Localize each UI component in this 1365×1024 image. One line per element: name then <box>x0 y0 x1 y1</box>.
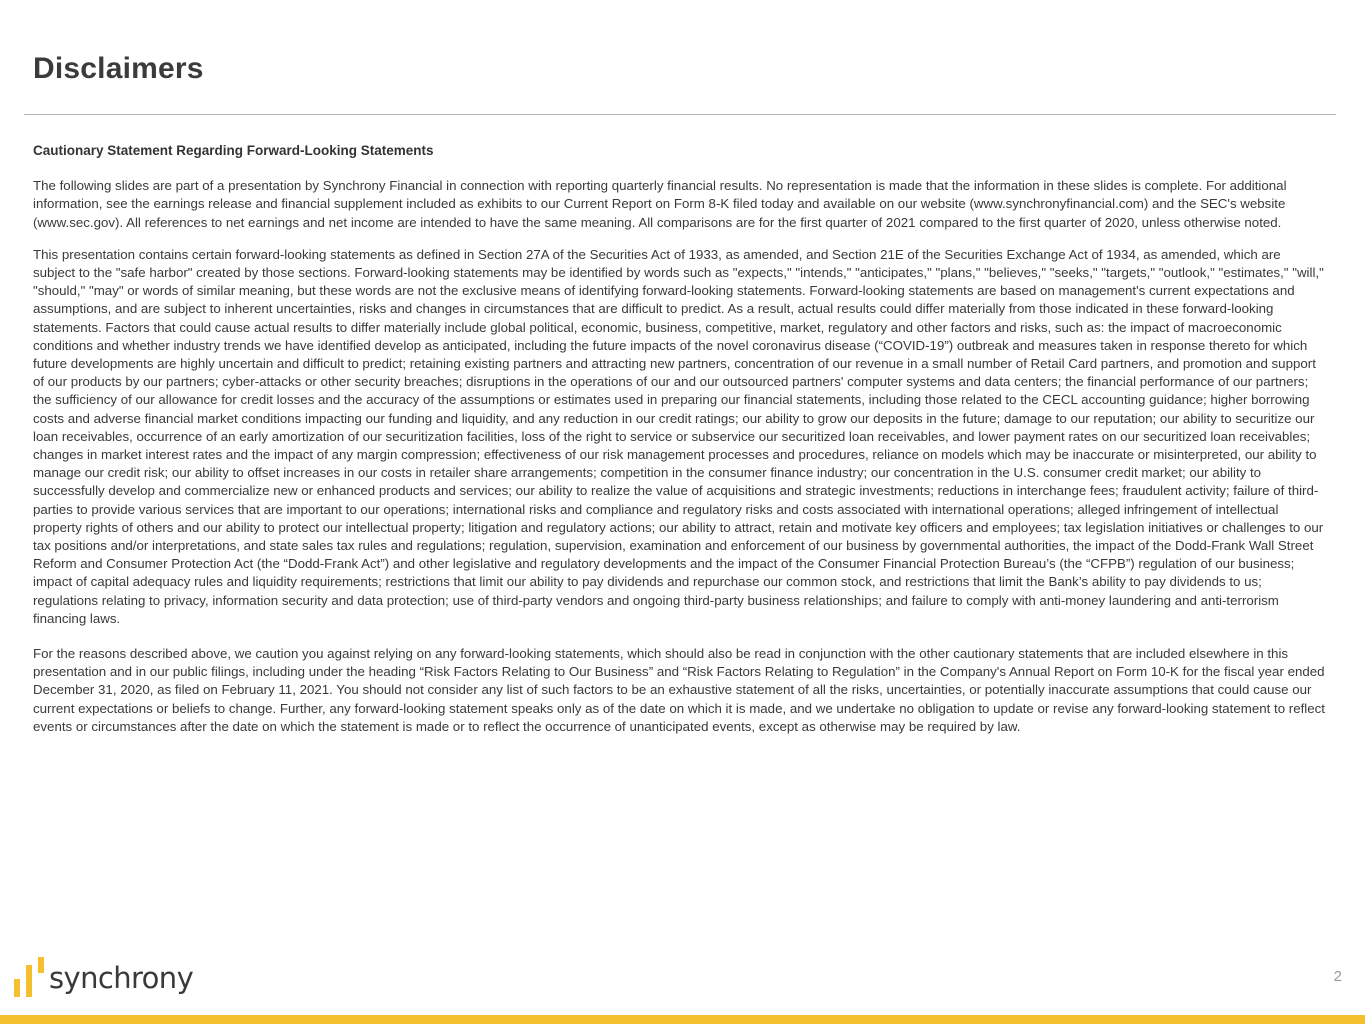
paragraph-caution: For the reasons described above, we caution you against relying on any forward-looking statements, which should also be read in conjunction with the other cautionary statements that are included elsewhere in this presentation and in our public filings, including under the heading “Risk Factors Relating to Our Business” and “Risk Factors Relating to Regulation” in the Company's Annual Report on Form 10-K for the fiscal year ended December 31, 2020, as filed on February 11, 2021. You should not consider any list of such factors to be an exhaustive statement of all the risks, uncertainties, or potentially inaccurate assumptions that could cause our current expectations or beliefs to change. Further, any forward-looking statement speaks only as of the date on which it is made, and we undertake no obligation to update or revise any forward-looking statement to reflect events or circumstances after the date on which the statement is made or to reflect the occurrence of unanticipated events, except as otherwise may be required by law. <box>33 646 1325 734</box>
paragraph-forward-looking: This presentation contains certain forward-looking statements as defined in Section 27A of the Securities Act of 1933, as amended, and Section 21E of the Securities Exchange Act of 1934, as amended, which are subject to the "safe harbor" created by those sections. Forward-looking statements may be identified by words such as "expects," "intends," "anticipates," "plans," "believes," "seeks," "targets," "outlook," "estimates," "will," "should," "may" or words of similar meaning, but these words are not the exclusive means of identifying forward-looking statements. Forward-looking statements are based on management's current expectations and assumptions, and are subject to inherent uncertainties, risks and changes in circumstances that are difficult to predict. As a result, actual results could differ materially from those indicated in these forward-looking statements. Factors that could cause actual results to differ materially include global political, economic, business, competitive, market, regulatory and other factors and risks, such as: the impact of macroeconomic conditions and whether industry trends we have identified develop as anticipated, including the future impacts of the novel coronavirus disease (“COVID-19”) outbreak and measures taken in response thereto for which future developments are highly uncertain and difficult to predict; retaining existing partners and attracting new partners, concentration of our revenue in a small number of Retail Card partners, and promotion and support of our products by our partners; cyber-attacks or other security breaches; disruptions in the operations of our and our outsourced partners' computer systems and data centers; the financial performance of our partners; the sufficiency of our allowance for credit losses and the accuracy of the assumptions or estimates used in preparing our financial statements, including those related to the CECL accounting guidance; higher borrowing costs and adverse financial market conditions impacting our funding and liquidity, and any reduction in our credit ratings; our ability to grow our deposits in the future; damage to our reputation; our ability to securitize our loan receivables, occurrence of an early amortization of our securitization facilities, loss of the right to service or subservice our securitized loan receivables, and lower payment rates on our securitized loan receivables; changes in market interest rates and the impact of any margin compression; effectiveness of our risk management processes and procedures, reliance on models which may be inaccurate or misinterpreted, our ability to manage our credit risk; our ability to offset increases in our costs in retailer share arrangements; competition in the consumer finance industry; our concentration in the U.S. consumer credit market; our ability to successfully develop and commercialize new or enhanced products and services; our ability to realize the value of acquisitions and strategic investments; reductions in interchange fees; fraudulent activity; failure of third-parties to provide various services that are important to our operations; international risks and compliance and regulatory risks and costs associated with international operations; alleged infringement of intellectual property rights of others and our ability to protect our intellectual property; litigation and regulatory actions; our ability to attract, retain and motivate key officers and employees; tax legislation initiatives or challenges to our tax positions and/or interpretations, and state sales tax rules and regulations; regulation, supervision, examination and enforcement of our business by governmental authorities, the impact of the Dodd-Frank Wall Street Reform and Consumer Protection Act (the “Dodd-Frank Act”) and other legislative and regulatory developments and the impact of the Consumer Financial Protection Bureau’s (the “CFPB”) regulation of our business; impact of capital adequacy rules and liquidity requirements; restrictions that limit our ability to pay dividends and repurchase our common stock, and restrictions that limit the Bank’s ability to pay dividends to us; regulations relating to privacy, information security and data protection; use of third-party vendors and ongoing third-party business relationships; and failure to comply with anti-money laundering and anti-terrorism financing laws. <box>33 246 1324 626</box>
page-title: Disclaimers <box>33 52 204 85</box>
section-heading: Cautionary Statement Regarding Forward-Looking Statements <box>33 143 434 158</box>
synchrony-logo <box>14 957 193 997</box>
synchrony-bars-icon <box>14 957 44 997</box>
logo-wordmark: synchrony <box>49 961 194 995</box>
footer-accent-bar <box>0 1015 1365 1024</box>
paragraph-intro: The following slides are part of a presentation by Synchrony Financial in connection with reporting quarterly financial results. No representation is made that the information in these slides is complete. For additional information, see the earnings release and financial supplement included as exhibits to our Current Report on Form 8-K filed today and available on our website (www.synchronyfinancial.com) and the SEC's website (www.sec.gov). All references to net earnings and net income are intended to have the same meaning. All comparisons are for the first quarter of 2021 compared to the first quarter of 2020, unless otherwise noted. <box>33 178 1287 230</box>
title-divider <box>24 114 1336 115</box>
disclaimer-body <box>33 142 1325 750</box>
page-number: 2 <box>1333 968 1342 985</box>
